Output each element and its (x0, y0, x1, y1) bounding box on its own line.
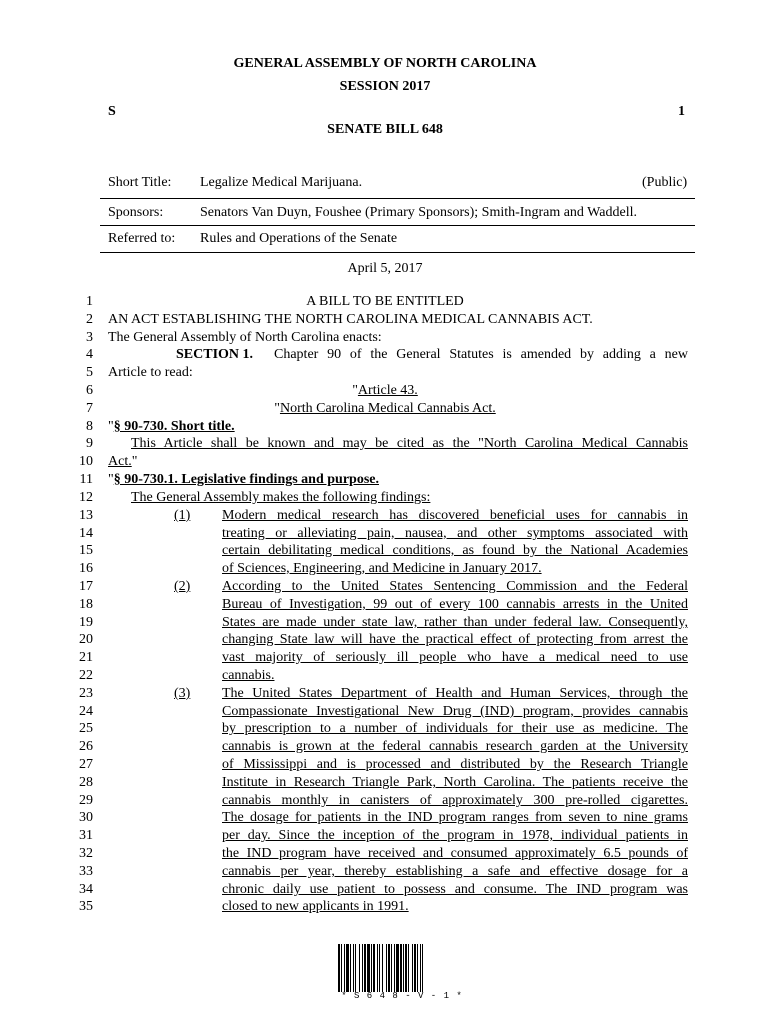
barcode-bar (373, 944, 375, 992)
enacting-clause: The General Assembly of North Carolina enacts: (108, 330, 382, 345)
body-line: chronic daily use patient to possess and consume. The IND program was (222, 882, 688, 897)
line-number: 22 (79, 668, 93, 683)
short-title-label: Short Title: (108, 175, 172, 190)
divider (100, 225, 695, 226)
sponsors-label: Sponsors: (108, 205, 164, 220)
body-line: Chapter 90 of the General Statutes is amended by adding a new (274, 347, 688, 362)
bill-date: April 5, 2017 (347, 261, 423, 276)
line-number: 5 (86, 365, 93, 380)
body-line: The United States Department of Health and Human Services, through the (222, 686, 688, 701)
barcode-bar (341, 944, 342, 992)
chamber-code: S (108, 104, 116, 119)
line-number: 13 (79, 508, 93, 523)
barcode-bar (379, 944, 380, 992)
section-heading (108, 472, 379, 488)
barcode-bar (367, 944, 370, 992)
quote-mark: " (274, 401, 280, 416)
barcode-bar (344, 944, 345, 992)
referred-label: Referred to: (108, 231, 176, 246)
line-number: 10 (79, 454, 93, 469)
barcode-bar (338, 944, 340, 992)
body-line: According to the United States Sentencing Commission and the Federal (222, 579, 688, 594)
barcode-bar (362, 944, 363, 992)
line-number: 19 (79, 615, 93, 630)
body-line: The General Assembly makes the following findings: (131, 490, 431, 505)
article-heading (0, 383, 770, 399)
line-number: 1 (86, 294, 93, 309)
item-number: (2) (174, 579, 191, 594)
barcode-bar (414, 944, 416, 992)
bill-number: SENATE BILL 648 (327, 122, 443, 137)
article-title (0, 401, 770, 417)
body-line: The dosage for patients in the IND program ranges from seven to nine grams (222, 810, 688, 825)
line-number: 16 (79, 561, 93, 576)
quote-mark: " (352, 383, 358, 398)
inserted-text: Act. (108, 454, 132, 469)
barcode-caption: * S 6 4 8 - V - 1 * (341, 991, 463, 1001)
divider (100, 198, 695, 199)
barcode-bar (396, 944, 399, 992)
section-heading (108, 419, 235, 435)
line-number: 14 (79, 526, 93, 541)
barcode-bar (420, 944, 421, 992)
bill-heading: A BILL TO BE ENTITLED (306, 294, 464, 309)
edition-number: 1 (678, 104, 685, 119)
body-line: cannabis. (222, 668, 275, 683)
line-number: 9 (86, 436, 93, 451)
line-number: 31 (79, 828, 93, 843)
body-line (108, 454, 137, 470)
line-number: 23 (79, 686, 93, 701)
body-line: the IND program have received and consumed approximately 6.5 pounds of (222, 846, 688, 861)
item-number: (3) (174, 686, 191, 701)
line-number: 4 (86, 347, 93, 362)
article-name: North Carolina Medical Cannabis Act. (279, 401, 496, 416)
barcode-bar (391, 944, 392, 992)
session-title: SESSION 2017 (339, 79, 431, 94)
section-1-label (176, 347, 253, 363)
line-number: 35 (79, 899, 93, 914)
body-line: changing State law will have the practical effect of protecting from arrest the (222, 632, 688, 647)
line-number: 20 (79, 632, 93, 647)
section-label: SECTION 1. (176, 347, 254, 362)
body-line: Compassionate Investigational New Drug (IND) program, provides cannabis (222, 704, 688, 719)
line-number: 25 (79, 721, 93, 736)
barcode-bar (400, 944, 402, 992)
barcode-bar (382, 944, 383, 992)
barcode-bar (346, 944, 349, 992)
line-number: 26 (79, 739, 93, 754)
section-title: § 90-730. Short title. (113, 419, 235, 434)
barcode-bar (377, 944, 378, 992)
barcode-bar (417, 944, 418, 992)
body-line: vast majority of seriously ill people who have a medical need to use (222, 650, 688, 665)
line-number: 6 (86, 383, 93, 398)
barcode-bar (371, 944, 372, 992)
line-number: 29 (79, 793, 93, 808)
body-line: of Mississippi and is processed and distributed by the Research Triangle (222, 757, 688, 772)
body-line: per day. Since the inception of the program in 1978, individual patients in (222, 828, 688, 843)
body-line: cannabis is grown at the federal cannabis research garden at the University (222, 739, 688, 754)
act-title: AN ACT ESTABLISHING THE NORTH CAROLINA MEDICAL CANNABIS ACT. (108, 312, 593, 327)
body-line: Article to read: (108, 365, 193, 380)
barcode-bar (405, 944, 407, 992)
barcode-bar (388, 944, 390, 992)
line-number: 33 (79, 864, 93, 879)
divider (100, 252, 695, 253)
barcode-bar (364, 944, 366, 992)
body-line: Institute in Research Triangle Park, North Carolina. The patients receive the (222, 775, 688, 790)
barcode-bar (394, 944, 395, 992)
body-line: by prescription to a number of individuals for their use as medicine. The (222, 721, 688, 736)
line-number: 11 (79, 472, 93, 487)
line-number: 18 (79, 597, 93, 612)
article-number: Article 43. (357, 383, 418, 398)
line-number: 8 (86, 419, 93, 434)
item-number: (1) (174, 508, 191, 523)
section-title: § 90-730.1. Legislative findings and purpose. (113, 472, 379, 487)
assembly-title: GENERAL ASSEMBLY OF NORTH CAROLINA (233, 56, 537, 71)
quote-mark: " (108, 419, 114, 434)
body-line: States are made under state law, rather than under federal law. Consequently, (222, 615, 688, 630)
barcode-bar (422, 944, 423, 992)
line-number: 12 (79, 490, 93, 505)
line-number: 15 (79, 543, 93, 558)
barcode-bar (355, 944, 356, 992)
body-line: Modern medical research has discovered beneficial uses for cannabis in (222, 508, 688, 523)
barcode-bar (386, 944, 387, 992)
barcode (338, 944, 466, 992)
barcode-bar (408, 944, 409, 992)
line-number: 24 (79, 704, 93, 719)
barcode-bar (350, 944, 351, 992)
quote-mark: " (131, 454, 138, 469)
body-line: cannabis per year, thereby establishing a safe and effective dosage for a (222, 864, 688, 879)
body-line: treating or alleviating pain, nausea, and other symptoms associated with (222, 526, 688, 541)
line-number: 30 (79, 810, 93, 825)
line-number: 27 (79, 757, 93, 772)
line-number: 28 (79, 775, 93, 790)
line-number: 2 (86, 312, 93, 327)
body-line: Bureau of Investigation, 99 out of every 100 cannabis arrests in the United (222, 597, 688, 612)
barcode-bar (412, 944, 413, 992)
public-tag: (Public) (642, 175, 688, 190)
referred-value: Rules and Operations of the Senate (200, 231, 398, 246)
body-line: certain debilitating medical conditions, as found by the National Academies (222, 543, 688, 558)
body-line: closed to new applicants in 1991. (222, 899, 409, 914)
line-number: 7 (86, 401, 93, 416)
line-number: 21 (79, 650, 93, 665)
line-number: 3 (86, 330, 93, 345)
body-line: of Sciences, Engineering, and Medicine in January 2017. (222, 561, 542, 576)
barcode-bar (403, 944, 404, 992)
barcode-bar (353, 944, 354, 992)
sponsors-value: Senators Van Duyn, Foushee (Primary Sponsors); Smith-Ingram and Waddell. (200, 205, 637, 220)
line-number: 17 (79, 579, 93, 594)
quote-mark: " (108, 472, 114, 487)
line-number: 32 (79, 846, 93, 861)
line-number: 34 (79, 882, 93, 897)
body-line: cannabis monthly in canisters of approximately 300 pre-rolled cigarettes. (222, 793, 688, 808)
barcode-bar (359, 944, 360, 992)
short-title-value: Legalize Medical Marijuana. (200, 175, 363, 190)
body-line: This Article shall be known and may be cited as the "North Carolina Medical Cannabis (131, 436, 688, 451)
